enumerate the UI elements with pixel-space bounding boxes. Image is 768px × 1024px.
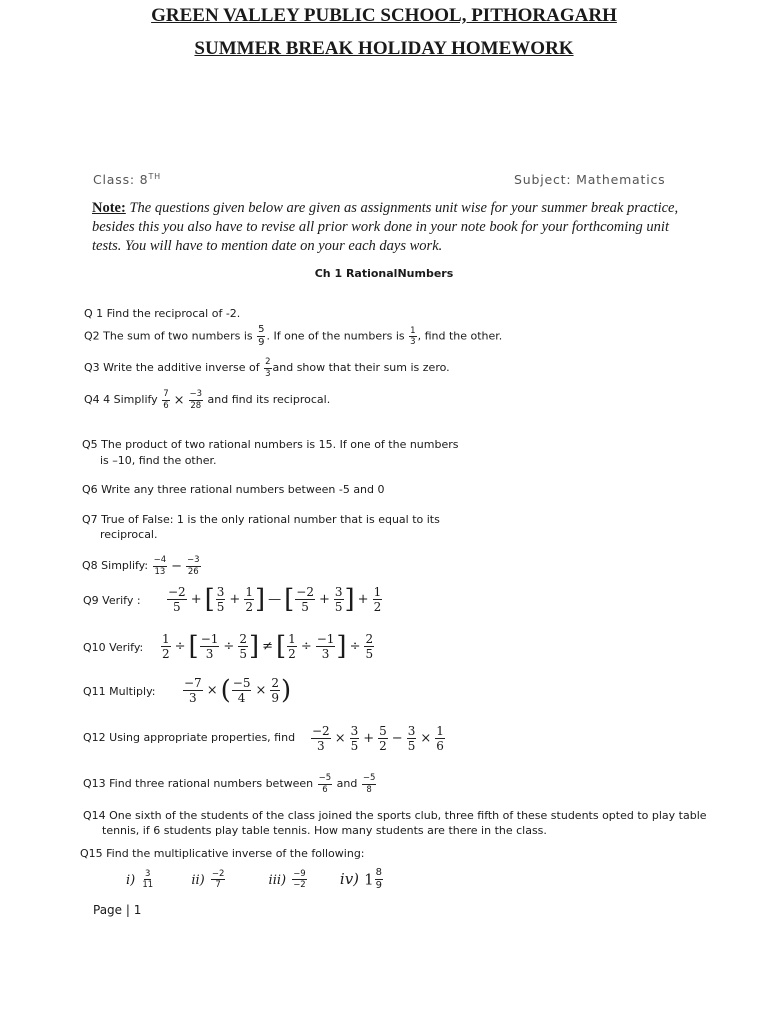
q9-fraction-2: [216, 586, 226, 613]
subject-label: Subject: Mathematics: [514, 172, 666, 187]
divide-operator: ÷: [349, 639, 361, 654]
q10-f2-den: 3: [205, 647, 214, 661]
note-label: Note:: [92, 200, 126, 216]
q2-f1-num: 5: [258, 324, 265, 335]
item-iv-fraction: [375, 868, 383, 891]
q11-f2-num: −5: [232, 676, 251, 690]
question-4: [84, 390, 330, 410]
q4-fraction-2: [189, 390, 204, 410]
q10-fraction-5: [316, 633, 336, 660]
q9-f2-num: 3: [216, 585, 225, 599]
q8-fraction-2: [186, 556, 201, 576]
q4-fraction-1: [162, 390, 169, 410]
q9-f5-den: 5: [334, 600, 343, 614]
q12-f5-den: 6: [436, 739, 444, 753]
left-bracket: [: [204, 584, 215, 615]
q8-f1-den: 13: [154, 566, 166, 577]
q2-f2-den: 3: [410, 337, 416, 347]
q13-f2-num: −5: [362, 773, 376, 783]
item-iii-den: −2: [293, 880, 306, 890]
q3-text-b: and show that their sum is zero.: [272, 361, 450, 374]
question-12-expression: [310, 725, 446, 752]
q9-fraction-5: [334, 586, 344, 613]
q11-f1-den: 3: [189, 691, 197, 705]
q9-f1-den: 5: [173, 600, 181, 614]
q4-text-b: and find its reciprocal.: [204, 393, 331, 406]
question-1: Q 1 Find the reciprocal of -2.: [84, 307, 241, 320]
q3-text-a: Q3 Write the additive inverse of: [84, 361, 264, 374]
q11-f1-num: −7: [184, 676, 202, 690]
item-i-den: 11: [142, 880, 154, 890]
class-superscript: TH: [148, 172, 161, 181]
minus-operator: −: [171, 558, 183, 574]
question-3: [84, 358, 450, 378]
q10-f3-den: 5: [239, 647, 247, 661]
q11-fraction-2: [232, 677, 252, 704]
q10-fraction-6: [364, 633, 374, 660]
question-2: [84, 325, 502, 348]
left-paren: (: [220, 675, 231, 706]
q12-f3-num: 5: [379, 724, 387, 738]
question-15-items: [126, 868, 384, 891]
item-ii-num: −2: [211, 868, 225, 879]
times-operator: ×: [173, 392, 185, 408]
q13-and: and: [333, 777, 361, 790]
q10-f5-num: −1: [316, 632, 335, 646]
times-operator: ×: [334, 731, 346, 746]
times-operator: ×: [255, 683, 267, 698]
q3-num: 2: [265, 357, 271, 367]
q8-f1-num: −4: [153, 555, 167, 565]
q9-f3-den: 2: [245, 600, 253, 614]
q2-fraction-2: [409, 327, 416, 347]
note-paragraph: [92, 199, 682, 256]
question-10-label: Q10 Verify:: [83, 641, 144, 654]
item-iii-num: −9: [293, 868, 306, 879]
q4-f1-num: 7: [163, 389, 169, 399]
q8-fraction-1: [153, 556, 168, 576]
q10-fraction-3: [238, 633, 248, 660]
q10-f2-num: −1: [200, 632, 219, 646]
q9-f4-den: 5: [301, 600, 309, 614]
q12-f3-den: 2: [379, 739, 387, 753]
plus-operator: +: [363, 731, 375, 746]
q12-f1-num: −2: [312, 724, 330, 738]
q9-f6-num: 1: [373, 585, 382, 599]
right-bracket: ]: [248, 631, 260, 662]
q12-fraction-1: [311, 725, 331, 752]
right-bracket: ]: [336, 631, 347, 662]
question-11-label: Q11 Multiply:: [83, 685, 156, 698]
q11-fraction-1: [183, 677, 203, 704]
question-8: [82, 556, 202, 576]
homework-title: SUMMER BREAK HOLIDAY HOMEWORK: [194, 38, 574, 59]
question-6: Q6 Write any three rational numbers between -5 and 0: [82, 483, 385, 496]
question-7-line-2: reciprocal.: [100, 528, 158, 541]
chapter-heading: Ch 1 RationalNumbers: [314, 267, 454, 280]
q4-f2-num: −3: [189, 389, 203, 399]
q13-f2-den: 8: [366, 784, 372, 795]
q8-f2-den: 26: [187, 566, 199, 577]
item-iv-den: 9: [375, 880, 383, 891]
q13-text: Q13 Find three rational numbers between: [83, 777, 317, 790]
q10-f3-num: 2: [239, 632, 247, 646]
question-7-line-1: Q7 True of False: 1 is the only rational number that is equal to its: [82, 513, 440, 526]
class-label: [93, 172, 161, 187]
q10-fraction-2: [200, 633, 220, 660]
class-text: Class: 8: [93, 172, 149, 188]
q9-f3-num: 1: [245, 585, 253, 599]
q11-f3-den: 9: [271, 691, 280, 705]
q2-f1-den: 9: [258, 337, 265, 348]
question-10-expression: [160, 633, 375, 660]
item-iv-whole: 1: [364, 870, 374, 889]
q13-f1-num: −5: [318, 773, 332, 783]
q10-f6-den: 5: [365, 647, 374, 661]
item-ii-fraction: [211, 870, 226, 890]
q12-f2-den: 5: [350, 739, 359, 753]
q2-text-c: , find the other.: [417, 329, 503, 343]
minus-operator: −: [391, 731, 403, 746]
q10-fraction-1: [161, 633, 171, 660]
q9-fraction-6: [373, 586, 383, 613]
question-13: [83, 774, 377, 794]
question-9-expression: [166, 586, 383, 613]
q4-f1-den: 6: [163, 400, 169, 411]
item-i-label: i): [126, 873, 136, 888]
q8-f2-num: −3: [187, 555, 200, 565]
q8-text: Q8 Simplify:: [82, 559, 152, 572]
q12-f4-num: 3: [407, 724, 416, 738]
divide-operator: ÷: [174, 639, 186, 654]
q2-f2-num: 1: [410, 325, 416, 336]
q2-text-a: Q2 The sum of two numbers is: [84, 329, 257, 343]
question-12-label: Q12 Using appropriate properties, find: [83, 731, 296, 744]
q10-f5-den: 3: [321, 647, 330, 661]
right-paren: ): [281, 675, 292, 706]
q12-f4-den: 5: [407, 739, 416, 753]
question-14-line-1: Q14 One sixth of the students of the class joined the sports club, three fifth of these students opted to play table: [83, 809, 707, 822]
not-equal-operator: ≠: [262, 639, 274, 654]
q12-f2-num: 3: [350, 724, 359, 738]
right-bracket: ]: [344, 584, 355, 615]
plus-operator: +: [190, 592, 202, 607]
q10-f1-den: 2: [162, 647, 170, 661]
q12-fraction-4: [407, 725, 417, 752]
times-operator: ×: [206, 683, 218, 698]
q11-f3-num: 2: [271, 676, 280, 690]
page-number: Page | 1: [93, 903, 142, 917]
q12-f1-den: 3: [317, 739, 325, 753]
item-iv-num: 8: [375, 867, 383, 878]
q3-den: 3: [265, 368, 271, 379]
q9-f6-den: 2: [373, 600, 382, 614]
left-bracket: [: [188, 631, 199, 662]
q10-fraction-4: [287, 633, 297, 660]
plus-operator: +: [318, 592, 330, 607]
plus-operator: +: [229, 592, 241, 607]
q13-f1-den: 6: [322, 784, 328, 795]
q12-fraction-3: [378, 725, 388, 752]
q12-fraction-5: [435, 725, 445, 752]
q2-fraction-1: [257, 325, 265, 348]
right-bracket: ]: [254, 584, 266, 615]
item-i-fraction: [141, 870, 154, 890]
item-ii-den: 7: [215, 880, 221, 890]
q10-f4-num: 1: [288, 632, 296, 646]
left-bracket: [: [276, 631, 287, 662]
q9-f5-num: 3: [334, 585, 343, 599]
q11-f2-den: 4: [237, 691, 246, 705]
question-14-line-2: tennis, if 6 students play table tennis. How many students are there in the class.: [102, 824, 547, 837]
item-ii-label: ii): [191, 873, 205, 888]
q4-text-a: Q4 4 Simplify: [84, 393, 162, 406]
school-name: GREEN VALLEY PUBLIC SCHOOL, PITHORAGARH: [151, 5, 617, 26]
item-iv-label: iv): [339, 870, 360, 888]
q3-fraction: [264, 358, 271, 378]
times-operator: ×: [420, 731, 432, 746]
question-15-label: Q15 Find the multiplicative inverse of the following:: [80, 847, 365, 860]
left-bracket: [: [284, 584, 295, 615]
q10-f6-num: 2: [365, 632, 374, 646]
q11-fraction-3: [270, 677, 280, 704]
plus-operator: +: [357, 592, 369, 607]
question-9-label: Q9 Verify :: [83, 594, 141, 607]
question-5-line-1: Q5 The product of two rational numbers is 15. If one of the numbers: [82, 438, 459, 451]
q13-fraction-1: [318, 774, 333, 794]
q9-fraction-3: [244, 586, 254, 613]
q9-f4-num: −2: [296, 585, 314, 599]
item-i-num: 3: [145, 868, 151, 879]
q9-fraction-1: [167, 586, 187, 613]
item-iii-fraction: [292, 870, 307, 890]
minus-operator: —: [268, 592, 282, 607]
question-11-expression: [182, 677, 291, 704]
q12-fraction-2: [350, 725, 360, 752]
q2-text-b: . If one of the numbers is: [266, 329, 409, 343]
divide-operator: ÷: [223, 639, 235, 654]
q10-f4-den: 2: [288, 647, 296, 661]
item-iii-label: iii): [268, 873, 287, 888]
q4-f2-den: 28: [190, 400, 202, 411]
divide-operator: ÷: [300, 639, 312, 654]
q9-f2-den: 5: [216, 600, 225, 614]
q13-fraction-2: [362, 774, 377, 794]
q10-f1-num: 1: [162, 632, 170, 646]
q12-f5-num: 1: [436, 724, 444, 738]
q9-f1-num: −2: [168, 585, 186, 599]
q9-fraction-4: [295, 586, 315, 613]
question-5-line-2: is –10, find the other.: [100, 454, 217, 467]
note-text: The questions given below are given as assignments unit wise for your summer break practice, besides this you also have to revise all prior work done in your note book for your forthcoming unit tests. You will have to mention date on your each days work.: [92, 200, 679, 254]
